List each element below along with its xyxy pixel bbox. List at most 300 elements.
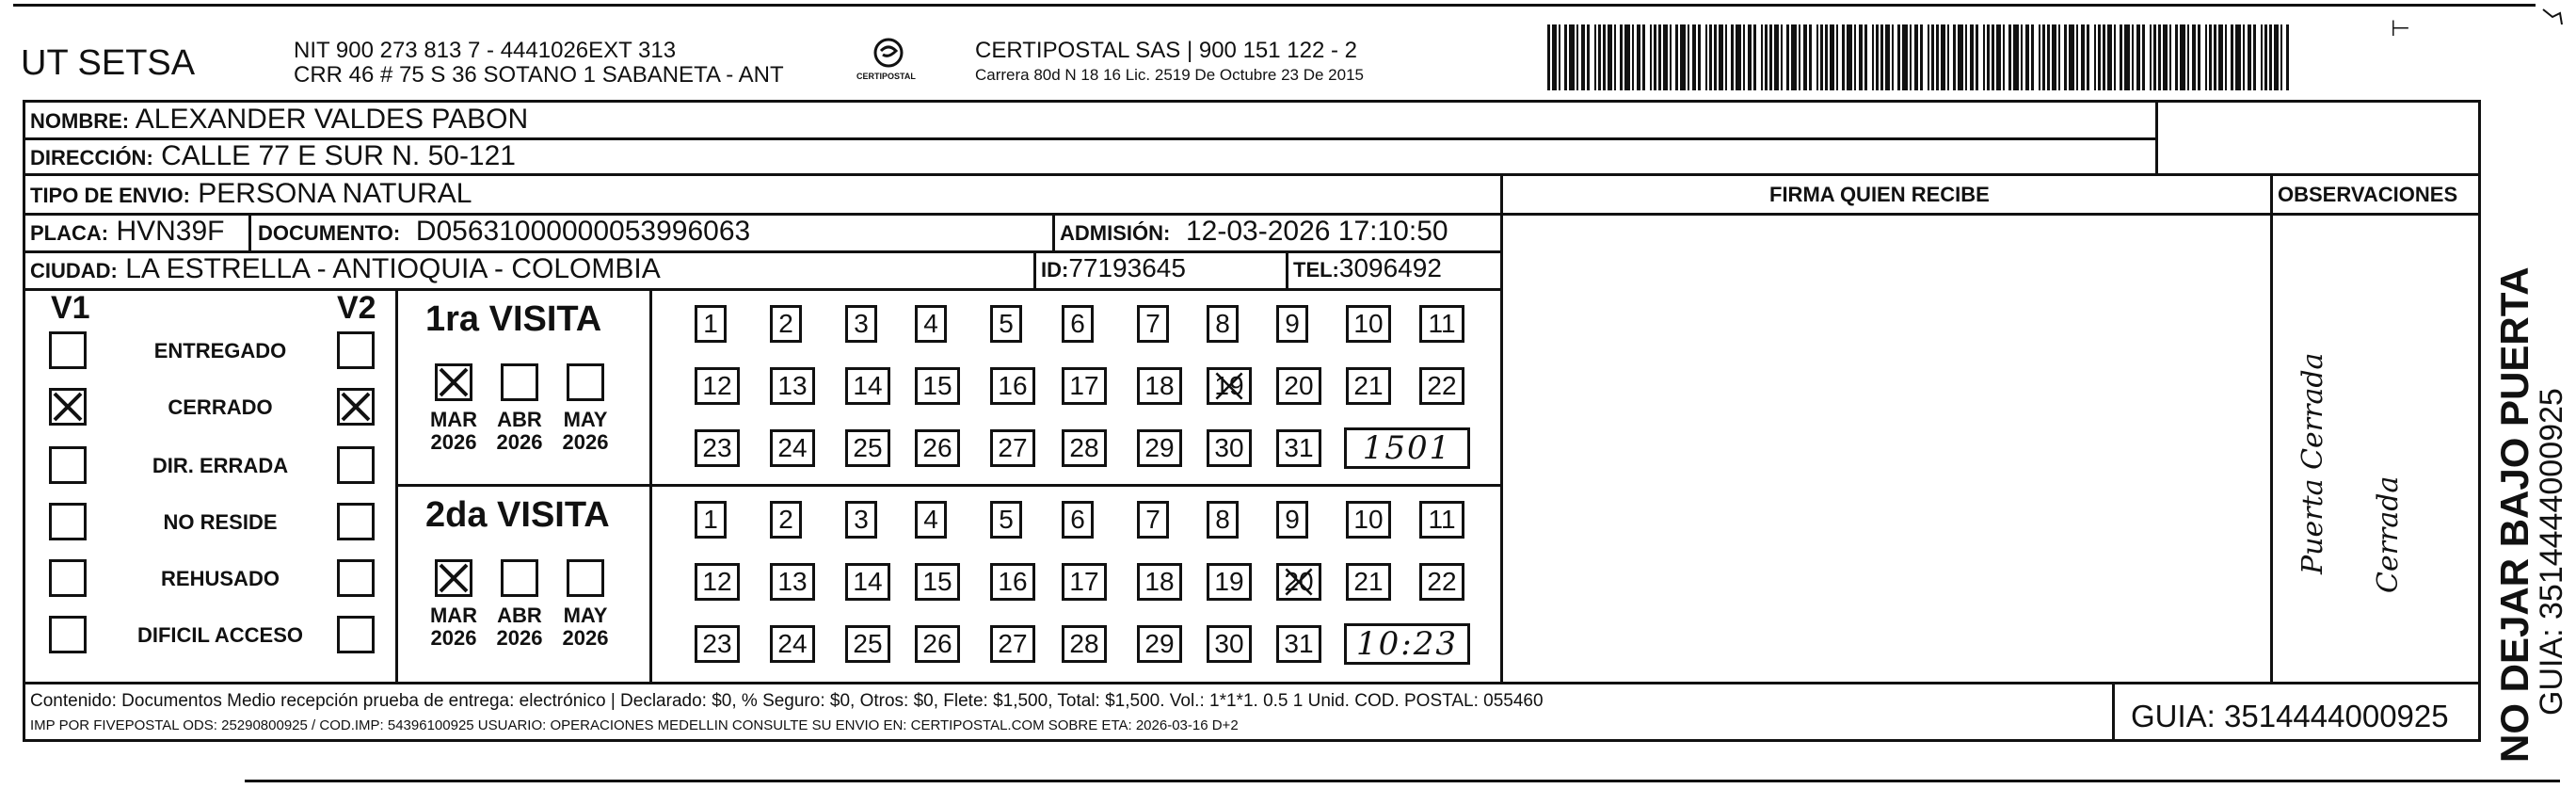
visit-month-name: MAR [429, 408, 478, 431]
barcode-bar [1781, 24, 1783, 90]
barcode-bar [1983, 24, 1985, 90]
barcode-bar [2124, 24, 2130, 90]
barcode-bar [1816, 24, 1818, 90]
visit-day-box[interactable]: 17 [1062, 367, 1107, 405]
visit-day-box[interactable]: 6 [1062, 305, 1094, 343]
v1-header: V1 [51, 290, 90, 326]
visit-separator [395, 484, 1500, 487]
footer-guia: GUIA: 3514444000925 [2131, 699, 2449, 733]
ciudad-row [30, 253, 661, 285]
barcode-bar [1714, 24, 1717, 90]
ciudad-label: CIUDAD: [30, 259, 118, 282]
admision-value: 12-03-2026 17:10:50 [1186, 216, 1448, 247]
ciudad-value: LA ESTRELLA - ANTIOQUIA - COLOMBIA [125, 253, 661, 284]
barcode-bar [2031, 24, 2034, 90]
visit-day-box[interactable]: 26 [915, 429, 960, 467]
visit-day-box[interactable]: 11 [1419, 305, 1464, 343]
footer-contenido: Contenido: Documentos Medio recepción prueba de entrega: electrónico | Declarado: $0, % Seguro: $0, Otros: $0, Flete: $1,500, Total: $1,500. Vol.: 1*1*1. 0.5 1 Unid. COD. POSTAL: 055460 [30, 691, 1544, 711]
visit-day-box[interactable]: 4 [915, 501, 947, 539]
placa-value: HVN39F [116, 216, 225, 247]
barcode-bar [1725, 24, 1727, 90]
barcode-bar [2142, 24, 2145, 90]
barcode-bar [1830, 24, 1834, 90]
visit-day-box[interactable]: 13 [770, 367, 815, 405]
visit-day-box[interactable]: 23 [695, 625, 740, 663]
barcode-bar [1836, 24, 1838, 90]
visit-day-box[interactable]: 28 [1062, 625, 1107, 663]
barcode-bar [1603, 24, 1606, 90]
barcode-bar [2269, 24, 2272, 90]
visit-day-box[interactable]: 19 [1207, 367, 1252, 405]
visit-day-box[interactable]: 22 [1419, 367, 1464, 405]
direccion-row [30, 140, 516, 172]
placa-row [30, 216, 225, 248]
barcode-bar [2231, 24, 2233, 90]
id-label: ID: [1041, 258, 1069, 282]
top-border [13, 4, 2536, 7]
visit-month-checkbox[interactable] [501, 363, 538, 401]
visit-day-box[interactable]: 5 [990, 501, 1022, 539]
cell-divider [1286, 250, 1288, 288]
visit-day-box[interactable]: 30 [1207, 429, 1252, 467]
barcode-bar [1803, 24, 1807, 90]
barcode [1547, 24, 2300, 90]
corner-mark: ⊢ [2391, 16, 2410, 41]
barcode-bar [1928, 24, 1929, 90]
barcode-bar [1809, 24, 1812, 90]
observaciones-text-1: Puerta Cerrada [2296, 352, 2329, 574]
documento-value: D05631000000053996063 [415, 216, 751, 247]
status-v2-checkbox[interactable] [337, 388, 375, 426]
visit-day-box[interactable]: 24 [770, 625, 815, 663]
visit-month-year: 2026 [496, 626, 543, 650]
barcode-bar [1598, 24, 1601, 90]
barcode-bar [1872, 24, 1874, 90]
visit-day-box[interactable]: 29 [1137, 429, 1182, 467]
barcode-bar [1736, 24, 1741, 90]
tipo-label: TIPO DE ENVIO: [30, 184, 190, 207]
barcode-bar [1705, 24, 1707, 90]
barcode-bar [2008, 24, 2011, 90]
barcode-bar [1552, 24, 1557, 90]
visit-month-year: 2026 [562, 626, 609, 650]
barcode-bar [2280, 24, 2282, 90]
barcode-bar [2214, 24, 2216, 90]
barcode-bar [2052, 24, 2056, 90]
documento-label: DOCUMENTO: [258, 221, 401, 245]
status-v1-checkbox[interactable] [49, 388, 87, 426]
visit-day-box[interactable]: 14 [845, 367, 890, 405]
visit-day-box[interactable]: 8 [1207, 501, 1239, 539]
barcode-bar [2192, 24, 2196, 90]
barcode-bar [2136, 24, 2140, 90]
barcode-bar [2076, 24, 2078, 90]
barcode-bar [2098, 24, 2101, 90]
side-guia: GUIA: 3514444000925 [2534, 388, 2569, 716]
barcode-bar [1902, 24, 1908, 90]
visit-day-box[interactable]: 8 [1207, 305, 1239, 343]
signature-area[interactable] [1506, 217, 2264, 678]
barcode-bar [1748, 24, 1752, 90]
visit-day-box[interactable]: 3 [845, 305, 877, 343]
visit-day-box[interactable]: 13 [770, 563, 815, 601]
barcode-bar [2013, 24, 2019, 90]
barcode-bar [1786, 24, 1789, 90]
barcode-bar [1547, 24, 1550, 90]
visit-day-box[interactable]: 21 [1346, 367, 1391, 405]
visit-day-box[interactable]: 15 [915, 563, 960, 601]
logo-text: CERTIPOSTAL [856, 72, 916, 81]
visit-month-name: MAY [563, 604, 608, 627]
barcode-bar [1658, 24, 1661, 90]
side-no-dejar: NO DEJAR BAJO PUERTA [2492, 266, 2536, 763]
barcode-bar [1654, 24, 1656, 90]
visit-month-year: 2026 [430, 430, 477, 454]
status-v2-checkbox[interactable] [337, 559, 375, 597]
admision-label: ADMISIÓN: [1060, 221, 1171, 245]
status-v2-checkbox[interactable] [337, 503, 375, 540]
barcode-bar [1941, 24, 1945, 90]
status-v1-checkbox[interactable] [49, 559, 87, 597]
barcode-bar [2286, 24, 2289, 90]
status-option-label: DIFICIL ACCESO [136, 623, 303, 647]
barcode-bar [2094, 24, 2096, 90]
barcode-bar [1996, 24, 2001, 90]
barcode-bar [1765, 24, 1768, 90]
visit-day-box[interactable]: 21 [1346, 563, 1391, 601]
barcode-bar [1761, 24, 1763, 90]
barcode-bar [1820, 24, 1823, 90]
nit-line: NIT 900 273 813 7 - 4441026EXT 313 [294, 38, 677, 63]
status-option-label: ENTREGADO [153, 339, 287, 362]
visit-day-box[interactable]: 30 [1207, 625, 1252, 663]
barcode-bar [2025, 24, 2029, 90]
barcode-bar [1825, 24, 1828, 90]
barcode-bar [2132, 24, 2134, 90]
barcode-bar [1897, 24, 1900, 90]
barcode-bar [1731, 24, 1734, 90]
visit-day-box[interactable]: 12 [695, 367, 740, 405]
observaciones-area [2278, 217, 2475, 678]
scribble-icon [2541, 6, 2564, 28]
visit-day-box[interactable]: 31 [1276, 625, 1321, 663]
observaciones-header: OBSERVACIONES [2278, 183, 2458, 206]
visit-month-checkbox[interactable] [435, 559, 472, 597]
status-v2-checkbox[interactable] [337, 446, 375, 484]
barcode-bar [1753, 24, 1756, 90]
barcode-bar [2253, 24, 2256, 90]
barcode-bar [2209, 24, 2212, 90]
barcode-bar [1842, 24, 1845, 90]
status-option-label: CERRADO [168, 395, 273, 419]
firma-divider [1500, 173, 1503, 682]
visit-title: 1ra VISITA [425, 299, 602, 339]
visit-month-name: MAR [429, 604, 478, 627]
barcode-bar [2069, 24, 2074, 90]
direccion-label: DIRECCIÓN: [30, 146, 153, 169]
visit-month-name: MAY [563, 408, 608, 431]
visit-month-checkbox[interactable] [567, 559, 604, 597]
status-v1-checkbox[interactable] [49, 503, 87, 540]
visit-month-label [491, 409, 548, 454]
visit-day-box[interactable]: 25 [845, 429, 890, 467]
barcode-bar [1680, 24, 1686, 90]
visit-month-name: ABR [497, 604, 542, 627]
barcode-bar [2198, 24, 2200, 90]
visit-month-year: 2026 [562, 430, 609, 454]
barcode-bar [1854, 24, 1856, 90]
barcode-bar [1774, 24, 1779, 90]
visit-day-box[interactable]: 16 [990, 563, 1035, 601]
side-divider [2155, 100, 2158, 175]
status-v1-checkbox[interactable] [49, 446, 87, 484]
visit-month-checkbox[interactable] [435, 363, 472, 401]
visit-day-box[interactable]: 10 [1346, 501, 1391, 539]
barcode-bar [2274, 24, 2279, 90]
row-line [23, 100, 2157, 103]
barcode-bar [1709, 24, 1712, 90]
barcode-bar [1608, 24, 1612, 90]
visit-day-box[interactable]: 1 [695, 501, 727, 539]
obs-divider [2270, 173, 2273, 682]
barcode-bar [1587, 24, 1590, 90]
barcode-bar [1847, 24, 1852, 90]
barcode-bar [1910, 24, 1912, 90]
barcode-bar [2158, 24, 2161, 90]
barcode-bar [1743, 24, 1745, 90]
barcode-bar [1936, 24, 1939, 90]
nombre-value: ALEXANDER VALDES PABON [135, 104, 529, 135]
visit-day-box[interactable]: 14 [845, 563, 890, 601]
barcode-bar [2243, 24, 2245, 90]
barcode-bar [2264, 24, 2267, 90]
visit-day-box[interactable]: 19 [1207, 563, 1252, 601]
corner-scribble-icon [2541, 6, 2564, 28]
barcode-bar [1880, 24, 1883, 90]
barcode-bar [2039, 24, 2040, 90]
status-v1-checkbox[interactable] [49, 331, 87, 369]
barcode-bar [1992, 24, 1994, 90]
barcode-bar [1581, 24, 1585, 90]
barcode-bar [1892, 24, 1894, 90]
visit-day-box[interactable]: 31 [1276, 429, 1321, 467]
tipo-row [30, 178, 472, 210]
barcode-bar [1953, 24, 1956, 90]
visit-month-year: 2026 [496, 430, 543, 454]
barcode-bar [1692, 24, 1696, 90]
barcode-bar [1719, 24, 1723, 90]
barcode-bar [2205, 24, 2207, 90]
barcode-bar [2120, 24, 2122, 90]
barcode-bar [2169, 24, 2171, 90]
visit-day-box[interactable]: 27 [990, 625, 1035, 663]
observaciones-text-2: Cerrada [2372, 475, 2405, 593]
barcode-bar [2187, 24, 2189, 90]
visit-day-box[interactable]: 7 [1137, 501, 1169, 539]
visit-day-box[interactable]: 7 [1137, 305, 1169, 343]
barcode-bar [2087, 24, 2089, 90]
nombre-label: NOMBRE: [30, 109, 130, 133]
barcode-bar [1958, 24, 1963, 90]
footer-imp: IMP POR FIVEPOSTAL ODS: 25290800925 / COD.IMP: 54396100925 USUARIO: OPERACIONES MEDELLIN CONSULTE SU ENVIO EN: CERTIPOSTAL.COM SOBRE ETA: 2026-03-16 D+2 [30, 717, 1239, 733]
visit-day-box[interactable]: 9 [1276, 501, 1308, 539]
visit-title: 2da VISITA [425, 495, 610, 535]
barcode-bar [1698, 24, 1701, 90]
visit-day-box[interactable]: 25 [845, 625, 890, 663]
company-name: UT SETSA [21, 43, 196, 83]
barcode-bar [2021, 24, 2023, 90]
barcode-bar [2163, 24, 2168, 90]
visit-day-box[interactable]: 1 [695, 305, 727, 343]
cell-divider [1033, 250, 1036, 288]
barcode-bar [2150, 24, 2152, 90]
id-value: 77193645 [1068, 253, 1186, 282]
visit-time-box[interactable]: 10:23 [1344, 623, 1470, 665]
visit-month-label [425, 604, 482, 650]
barcode-bar [1885, 24, 1890, 90]
barcode-bar [1859, 24, 1863, 90]
barcode-bar [2103, 24, 2105, 90]
nombre-row [30, 104, 528, 136]
row-line [23, 173, 2481, 176]
barcode-bar [1920, 24, 1923, 90]
visit-time-box[interactable]: 1501 [1344, 427, 1470, 469]
visit-day-box[interactable]: 15 [915, 367, 960, 405]
barcode-bar [1620, 24, 1623, 90]
barcode-bar [1564, 24, 1567, 90]
v2-header: V2 [337, 290, 376, 326]
barcode-bar [2248, 24, 2251, 90]
certipostal-logo [853, 36, 924, 89]
tel-value: 3096492 [1338, 253, 1442, 282]
barcode-bar [1976, 24, 1978, 90]
status-option-label: NO RESIDE [163, 510, 278, 534]
visit-day-box[interactable]: 11 [1419, 501, 1464, 539]
barcode-bar [1670, 24, 1672, 90]
visit-day-box[interactable]: 4 [915, 305, 947, 343]
visit-day-box[interactable]: 23 [695, 429, 740, 467]
barcode-bar [1614, 24, 1616, 90]
visit-day-box[interactable]: 20 [1276, 367, 1321, 405]
barcode-bar [1931, 24, 1934, 90]
barcode-bar [2153, 24, 2156, 90]
visit-month-label [557, 604, 614, 650]
visit-month-label [557, 409, 614, 454]
barcode-bar [2003, 24, 2005, 90]
visit-day-box[interactable]: 2 [770, 305, 802, 343]
barcode-bar [1632, 24, 1634, 90]
direccion-value: CALLE 77 E SUR N. 50-121 [161, 140, 516, 171]
tipo-value: PERSONA NATURAL [198, 178, 472, 209]
tel-label: TEL: [1293, 258, 1339, 282]
visit-day-box[interactable]: 26 [915, 625, 960, 663]
visit-day-box[interactable]: 28 [1062, 429, 1107, 467]
visit-day-box[interactable]: 12 [695, 563, 740, 601]
visit-day-box[interactable]: 27 [990, 429, 1035, 467]
address-line: CRR 46 # 75 S 36 SOTANO 1 SABANETA - ANT [294, 62, 784, 88]
status-v2-checkbox[interactable] [337, 616, 375, 653]
visit-day-box[interactable]: 5 [990, 305, 1022, 343]
bottom-scan-line [245, 780, 2560, 782]
visit-day-box[interactable]: 16 [990, 367, 1035, 405]
placa-label: PLACA: [30, 221, 109, 245]
footer-divider [2112, 682, 2115, 742]
barcode-bar [1594, 24, 1596, 90]
visit-month-label [491, 604, 548, 650]
barcode-bar [1650, 24, 1652, 90]
visit-day-box[interactable]: 17 [1062, 563, 1107, 601]
barcode-bar [1987, 24, 1990, 90]
barcode-bar [1864, 24, 1867, 90]
barcode-bar [1970, 24, 1974, 90]
visit-day-box[interactable]: 2 [770, 501, 802, 539]
barcode-bar [2114, 24, 2116, 90]
visit-day-box[interactable]: 10 [1346, 305, 1391, 343]
visit-month-checkbox[interactable] [501, 559, 538, 597]
visit-month-label [425, 409, 482, 454]
barcode-bar [2042, 24, 2045, 90]
barcode-bar [1791, 24, 1797, 90]
visit-day-box[interactable]: 22 [1419, 563, 1464, 601]
tel-row [1293, 253, 1442, 283]
cell-divider [248, 213, 251, 250]
visit-month-year: 2026 [430, 626, 477, 650]
barcode-bar [1876, 24, 1879, 90]
barcode-bar [1965, 24, 1967, 90]
visit-day-box[interactable]: 24 [770, 429, 815, 467]
visit-day-box[interactable]: 29 [1137, 625, 1182, 663]
barcode-bar [2218, 24, 2223, 90]
barcode-bar [1663, 24, 1668, 90]
license-line: Carrera 80d N 18 16 Lic. 2519 De Octubre 23 De 2015 [975, 66, 1364, 84]
admision-row [1060, 216, 1448, 248]
visit-day-box[interactable]: 18 [1137, 563, 1182, 601]
barcode-bar [2180, 24, 2185, 90]
barcode-bar [1947, 24, 1949, 90]
visit-month-checkbox[interactable] [567, 363, 604, 401]
visit-day-box[interactable]: 9 [1276, 305, 1308, 343]
barcode-bar [1637, 24, 1640, 90]
status-v2-checkbox[interactable] [337, 331, 375, 369]
barcode-bar [2081, 24, 2085, 90]
barcode-bar [1576, 24, 1578, 90]
barcode-bar [2058, 24, 2060, 90]
barcode-bar [1675, 24, 1678, 90]
visit-month-name: ABR [497, 408, 542, 431]
barcode-bar [1914, 24, 1918, 90]
barcode-bar [1769, 24, 1772, 90]
barcode-bar [2175, 24, 2178, 90]
firma-header: FIRMA QUIEN RECIBE [1769, 183, 1990, 206]
barcode-bar [1799, 24, 1800, 90]
row-line [23, 288, 1500, 291]
status-v1-checkbox[interactable] [49, 616, 87, 653]
visit-day-box[interactable]: 18 [1137, 367, 1182, 405]
barcode-bar [1559, 24, 1560, 90]
visit-day-box[interactable]: 3 [845, 501, 877, 539]
barcode-bar [2107, 24, 2112, 90]
id-row [1041, 253, 1186, 283]
documento-row [258, 216, 750, 248]
status-option-label: DIR. ERRADA [152, 454, 289, 477]
visit-day-box[interactable]: 20 [1276, 563, 1321, 601]
barcode-bar [2047, 24, 2050, 90]
visit-day-box[interactable]: 6 [1062, 501, 1094, 539]
row-line [1500, 213, 2481, 216]
barcode-bar [1569, 24, 1575, 90]
barcode-bar [1624, 24, 1630, 90]
barcode-bar [2261, 24, 2263, 90]
